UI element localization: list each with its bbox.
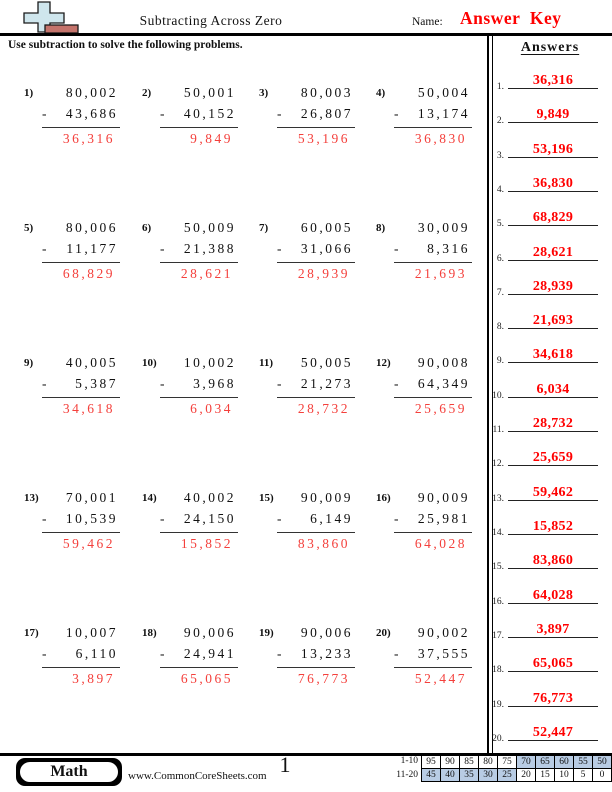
answer-number: 2. <box>496 116 504 126</box>
problem-16 <box>376 490 472 552</box>
minus-icon: - <box>277 646 284 661</box>
subtrahend: 21,388 <box>183 241 236 256</box>
answer-key-label: Answer Key <box>460 8 562 28</box>
subtrahend-row <box>42 511 120 533</box>
minuend: 90,009 <box>300 490 353 505</box>
minus-icon: - <box>160 376 167 391</box>
problem-number: 5) <box>24 222 34 234</box>
problem-answer: 3,897 <box>72 671 115 686</box>
minus-icon: - <box>394 241 401 256</box>
problem-number: 12) <box>376 357 391 369</box>
answer-row-12 <box>492 444 598 469</box>
answer-number: 8. <box>496 322 504 332</box>
answer-row-20 <box>492 719 598 744</box>
subject-badge <box>16 758 122 786</box>
score-cell: 70 <box>517 756 536 769</box>
score-cell: 30 <box>479 769 498 782</box>
minus-icon: - <box>394 106 401 121</box>
problem-14 <box>142 490 238 552</box>
problem-answer: 59,462 <box>62 536 115 551</box>
answer-row-6 <box>496 239 598 264</box>
answer-value: 25,659 <box>532 450 574 465</box>
answers-panel-title: Answers <box>520 40 580 55</box>
minuend: 40,005 <box>65 355 118 370</box>
subtrahend: 24,941 <box>183 646 236 661</box>
problem-19 <box>259 625 355 687</box>
answer-value: 64,028 <box>532 588 574 603</box>
problem-answer: 34,618 <box>62 401 115 416</box>
subtrahend: 40,152 <box>183 106 236 121</box>
problem-answer: 28,621 <box>180 266 233 281</box>
problem-answer: 36,316 <box>62 131 115 146</box>
subtrahend: 21,273 <box>300 376 353 391</box>
answer-value: 9,849 <box>536 107 570 122</box>
score-row-2 <box>422 769 612 782</box>
subtrahend: 8,316 <box>427 241 470 256</box>
answer-number: 15. <box>492 562 504 572</box>
problem-number: 15) <box>259 492 274 504</box>
minus-icon: - <box>160 241 167 256</box>
answer-value: 28,732 <box>532 416 574 431</box>
problem-9 <box>24 355 120 417</box>
answer-value: 68,829 <box>532 210 574 225</box>
answer-row-16 <box>492 582 598 607</box>
subtrahend: 31,066 <box>300 241 353 256</box>
problem-answer: 21,693 <box>414 266 467 281</box>
problem-answer: 36,830 <box>414 131 467 146</box>
score-cell: 35 <box>460 769 479 782</box>
answer-row-13 <box>492 479 598 504</box>
answer-number: 1. <box>496 82 504 92</box>
problem-number: 11) <box>259 357 274 369</box>
score-cell: 65 <box>536 756 555 769</box>
minuend: 90,008 <box>417 355 470 370</box>
website-url: www.CommonCoreSheets.com <box>128 770 267 782</box>
score-cell: 25 <box>498 769 517 782</box>
subtrahend-row <box>160 241 238 263</box>
score-cell: 40 <box>441 769 460 782</box>
problem-10 <box>142 355 238 417</box>
minuend: 70,001 <box>65 490 118 505</box>
subtrahend: 13,233 <box>300 646 353 661</box>
answer-number: 19. <box>492 700 504 710</box>
answer-value: 36,830 <box>532 176 574 191</box>
minuend: 30,009 <box>417 220 470 235</box>
problem-number: 6) <box>142 222 152 234</box>
minus-icon: - <box>42 511 49 526</box>
subtrahend-row <box>160 376 238 398</box>
minuend: 60,005 <box>300 220 353 235</box>
subtrahend: 5,387 <box>75 376 118 391</box>
subtrahend-row <box>277 376 355 398</box>
answer-number: 17. <box>492 631 504 641</box>
score-row-label: 11-20 <box>396 769 418 780</box>
minus-icon: - <box>160 511 167 526</box>
answer-row-8 <box>496 307 598 332</box>
subtrahend-row <box>277 646 355 668</box>
problem-answer: 28,732 <box>297 401 350 416</box>
answer-row-5 <box>496 204 598 229</box>
subtrahend-row <box>394 646 472 668</box>
problem-2 <box>142 85 238 147</box>
subtrahend: 3,968 <box>193 376 236 391</box>
subtrahend-row <box>160 511 238 533</box>
answer-value: 34,618 <box>532 347 574 362</box>
problem-1 <box>24 85 120 147</box>
score-row-label: 1-10 <box>400 756 418 766</box>
answer-value: 3,897 <box>536 622 570 637</box>
problem-answer: 83,860 <box>297 536 350 551</box>
problem-number: 7) <box>259 222 269 234</box>
answer-number: 11. <box>492 425 504 435</box>
subtrahend: 11,177 <box>66 241 118 256</box>
answer-row-15 <box>492 547 598 572</box>
minus-icon: - <box>42 106 49 121</box>
answer-number: 6. <box>496 254 504 264</box>
answer-number: 20. <box>492 734 504 744</box>
subtrahend-row <box>394 106 472 128</box>
answer-row-1 <box>496 67 598 92</box>
answer-value: 28,621 <box>532 245 574 260</box>
problem-13 <box>24 490 120 552</box>
minuend: 40,002 <box>183 490 236 505</box>
problem-number: 2) <box>142 87 152 99</box>
answer-number: 12. <box>492 459 504 469</box>
problem-answer: 76,773 <box>297 671 350 686</box>
problem-number: 13) <box>24 492 39 504</box>
problem-number: 3) <box>259 87 269 99</box>
problem-17 <box>24 625 120 687</box>
problem-number: 18) <box>142 627 157 639</box>
problem-3 <box>259 85 355 147</box>
subtrahend-row <box>277 241 355 263</box>
minuend: 80,003 <box>300 85 353 100</box>
minus-icon: - <box>42 241 49 256</box>
problem-answer: 15,852 <box>180 536 233 551</box>
minus-icon: - <box>277 376 284 391</box>
plus-minus-icon <box>12 0 82 35</box>
minus-icon: - <box>394 646 401 661</box>
answer-value: 83,860 <box>532 553 574 568</box>
header-rule <box>0 33 612 36</box>
score-cell: 80 <box>479 756 498 769</box>
problem-number: 1) <box>24 87 34 99</box>
subtrahend-row <box>42 646 120 668</box>
answer-number: 3. <box>496 151 504 161</box>
score-cell: 55 <box>574 756 593 769</box>
minuend: 90,009 <box>417 490 470 505</box>
subtrahend-row <box>42 106 120 128</box>
subtrahend: 25,981 <box>417 511 470 526</box>
minuend: 90,006 <box>183 625 236 640</box>
minus-icon: - <box>277 511 284 526</box>
minus-icon: - <box>160 646 167 661</box>
answer-value: 65,065 <box>532 656 574 671</box>
minuend: 10,002 <box>183 355 236 370</box>
answer-value: 52,447 <box>532 725 574 740</box>
score-cell: 45 <box>422 769 441 782</box>
answer-row-11 <box>492 410 598 435</box>
subtrahend: 6,149 <box>310 511 353 526</box>
subtrahend: 26,807 <box>300 106 353 121</box>
name-label: Name: <box>412 16 443 28</box>
score-cell: 10 <box>555 769 574 782</box>
score-cell: 95 <box>422 756 441 769</box>
subtrahend: 37,555 <box>417 646 470 661</box>
minus-icon: - <box>277 241 284 256</box>
answer-value: 76,773 <box>532 691 574 706</box>
subtrahend-row <box>277 511 355 533</box>
problem-answer: 53,196 <box>297 131 350 146</box>
answer-row-18 <box>492 650 598 675</box>
problem-answer: 52,447 <box>414 671 467 686</box>
answer-row-19 <box>492 685 598 710</box>
minuend: 50,009 <box>183 220 236 235</box>
answer-row-2 <box>496 101 598 126</box>
problem-answer: 65,065 <box>180 671 233 686</box>
answer-value: 28,939 <box>532 279 574 294</box>
subtrahend: 24,150 <box>183 511 236 526</box>
problem-number: 8) <box>376 222 386 234</box>
subtrahend-row <box>394 241 472 263</box>
minus-icon: - <box>42 376 49 391</box>
problem-11 <box>259 355 355 417</box>
answer-number: 5. <box>496 219 504 229</box>
subtrahend: 6,110 <box>75 646 118 661</box>
answer-row-9 <box>496 341 598 366</box>
problem-number: 9) <box>24 357 34 369</box>
problem-18 <box>142 625 238 687</box>
subtrahend: 10,539 <box>65 511 118 526</box>
problem-4 <box>376 85 472 147</box>
minus-icon: - <box>160 106 167 121</box>
subtrahend-row <box>277 106 355 128</box>
problem-15 <box>259 490 355 552</box>
problem-8 <box>376 220 472 282</box>
problem-answer: 28,939 <box>297 266 350 281</box>
page-number: 1 <box>279 752 291 777</box>
subtrahend-row <box>160 106 238 128</box>
minus-icon: - <box>394 376 401 391</box>
answer-row-17 <box>492 616 598 641</box>
subtrahend: 43,686 <box>65 106 118 121</box>
minuend: 50,004 <box>417 85 470 100</box>
answer-value: 21,693 <box>532 313 574 328</box>
answer-row-4 <box>496 170 598 195</box>
answer-number: 10. <box>492 391 504 401</box>
answer-number: 18. <box>492 665 504 675</box>
subtrahend-row <box>394 511 472 533</box>
problem-number: 19) <box>259 627 274 639</box>
subtrahend-row <box>394 376 472 398</box>
score-cell: 90 <box>441 756 460 769</box>
page-title: Subtracting Across Zero <box>139 13 283 28</box>
answer-row-10 <box>492 376 598 401</box>
problem-5 <box>24 220 120 282</box>
problem-answer: 25,659 <box>414 401 467 416</box>
problem-number: 17) <box>24 627 39 639</box>
score-row-labels <box>358 755 421 782</box>
problem-answer: 9,849 <box>190 131 233 146</box>
score-cell: 0 <box>593 769 612 782</box>
minus-icon: - <box>394 511 401 526</box>
minus-icon: - <box>277 106 284 121</box>
subtrahend: 13,174 <box>417 106 470 121</box>
score-cell: 5 <box>574 769 593 782</box>
score-cell: 60 <box>555 756 574 769</box>
score-grid <box>421 755 612 782</box>
answer-number: 16. <box>492 597 504 607</box>
answer-number: 7. <box>496 288 504 298</box>
problem-number: 16) <box>376 492 391 504</box>
minuend: 90,006 <box>300 625 353 640</box>
answer-value: 53,196 <box>532 142 574 157</box>
answer-value: 6,034 <box>536 382 570 397</box>
score-cell: 50 <box>593 756 612 769</box>
score-table <box>358 755 612 782</box>
subtrahend-row <box>160 646 238 668</box>
problem-20 <box>376 625 472 687</box>
minuend: 50,005 <box>300 355 353 370</box>
problem-number: 4) <box>376 87 386 99</box>
problem-number: 14) <box>142 492 157 504</box>
score-cell: 75 <box>498 756 517 769</box>
minuend: 50,001 <box>183 85 236 100</box>
answer-number: 9. <box>496 356 504 366</box>
subtrahend-row <box>42 241 120 263</box>
instruction-text: Use subtraction to solve the following problems. <box>8 39 243 51</box>
subject-label: Math <box>19 761 119 783</box>
answer-value: 59,462 <box>532 485 574 500</box>
subtrahend-row <box>42 376 120 398</box>
minuend: 80,002 <box>65 85 118 100</box>
answer-number: 4. <box>496 185 504 195</box>
subtrahend: 64,349 <box>417 376 470 391</box>
problem-7 <box>259 220 355 282</box>
minuend: 80,006 <box>65 220 118 235</box>
answer-value: 36,316 <box>532 73 574 88</box>
answer-number: 14. <box>492 528 504 538</box>
score-cell: 15 <box>536 769 555 782</box>
problem-number: 20) <box>376 627 391 639</box>
problem-number: 10) <box>142 357 157 369</box>
minus-icon: - <box>42 646 49 661</box>
answer-row-14 <box>492 513 598 538</box>
problem-answer: 6,034 <box>190 401 233 416</box>
score-cell: 85 <box>460 756 479 769</box>
score-row-1 <box>422 756 612 769</box>
answer-number: 13. <box>492 494 504 504</box>
score-cell: 20 <box>517 769 536 782</box>
minuend: 90,002 <box>417 625 470 640</box>
answer-row-3 <box>496 136 598 161</box>
answer-row-7 <box>496 273 598 298</box>
problem-12 <box>376 355 472 417</box>
minuend: 10,007 <box>65 625 118 640</box>
problem-6 <box>142 220 238 282</box>
answer-value: 15,852 <box>532 519 574 534</box>
problem-answer: 68,829 <box>62 266 115 281</box>
problem-answer: 64,028 <box>414 536 467 551</box>
